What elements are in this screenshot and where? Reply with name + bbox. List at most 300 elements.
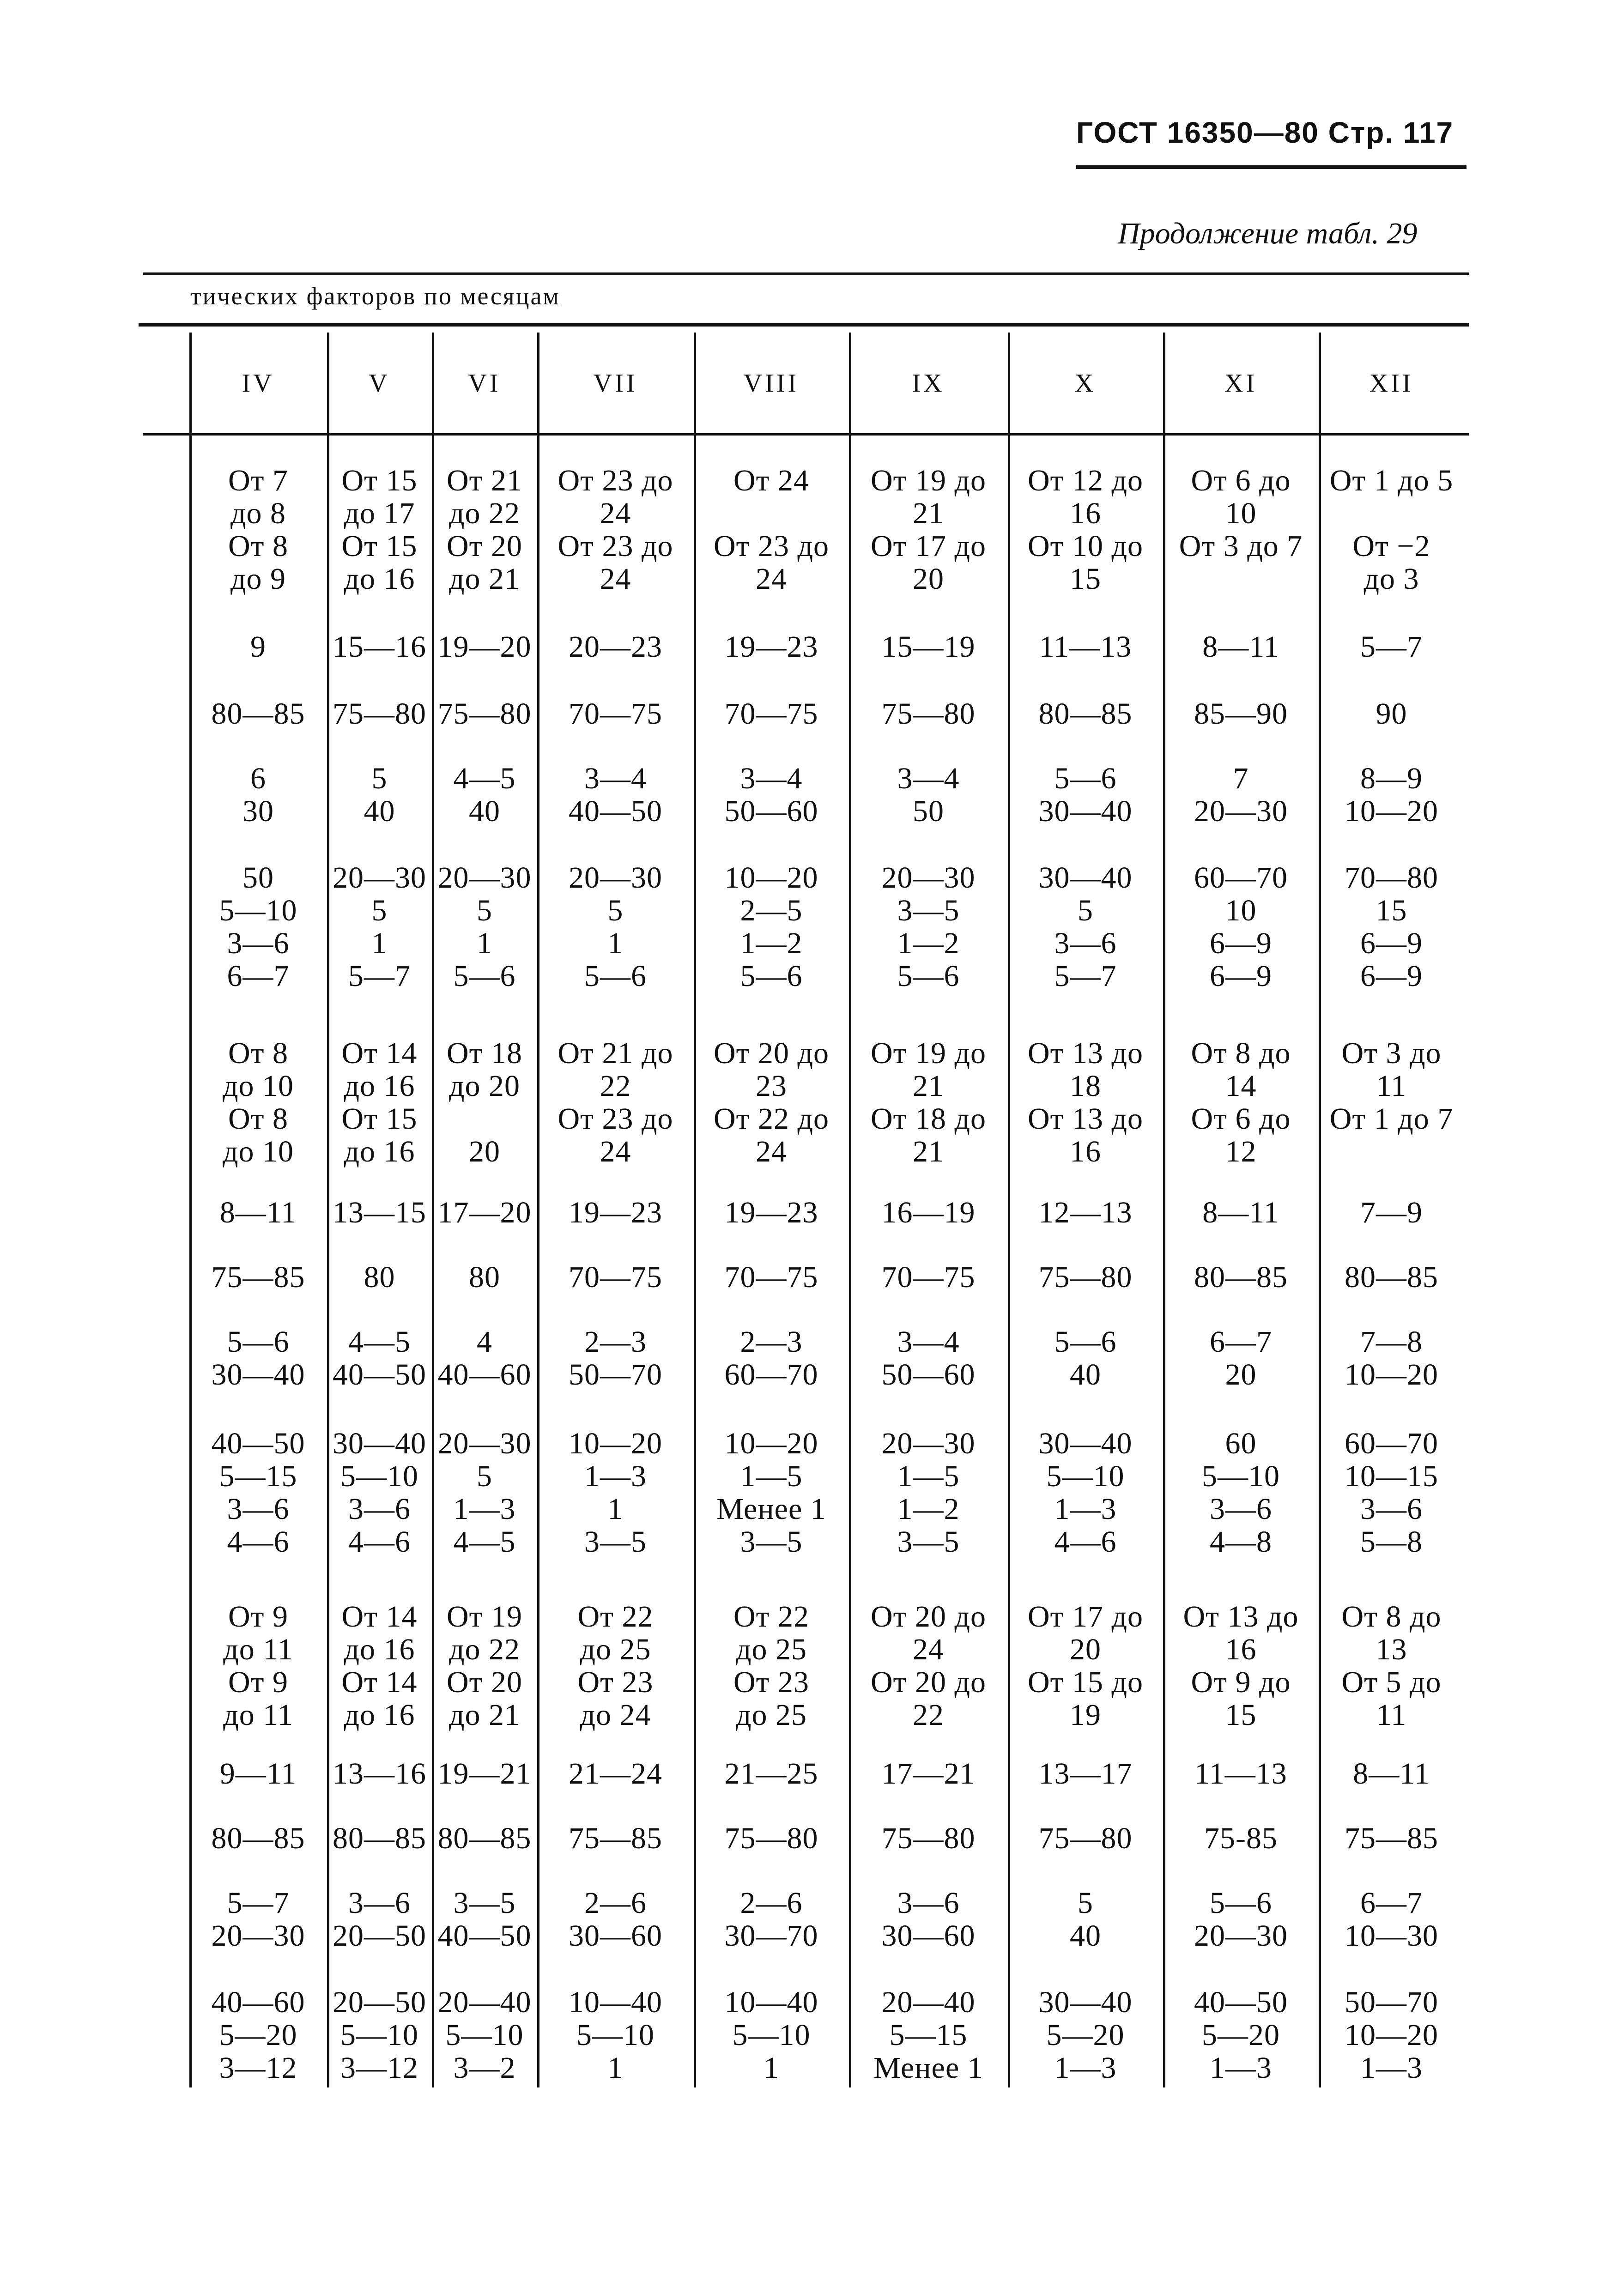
cell-line: 24 <box>913 1633 944 1666</box>
cell-line: От 9 <box>228 1665 288 1699</box>
cell-line: 6—7 <box>227 959 290 993</box>
cell-line: От 22 до <box>713 1102 830 1136</box>
table-cell <box>1319 1261 1464 1294</box>
cell-line: 17—20 <box>437 1196 532 1229</box>
cell-line: 10—20 <box>1345 1358 1438 1392</box>
table-cell <box>327 1757 432 1790</box>
cell-line <box>694 497 849 530</box>
table-cell <box>327 1037 432 1168</box>
cell-line: 23 <box>756 1069 787 1103</box>
cell-line: 20 <box>913 562 944 596</box>
cell-line: 40 <box>469 794 500 828</box>
cell-line: 6—9 <box>1210 959 1272 993</box>
cell-line: 5 <box>477 894 492 927</box>
cell-line: От 12 до <box>1027 464 1144 497</box>
table-cell <box>189 861 327 992</box>
cell-line: 16 <box>1070 1135 1101 1168</box>
cell-line: 4—6 <box>1054 1525 1117 1559</box>
cell-line: 75-85 <box>1204 1821 1278 1855</box>
table-cell <box>189 762 327 828</box>
table-cell <box>1008 697 1163 730</box>
cell-line: 30—40 <box>211 1358 305 1392</box>
cell-line: 1 <box>607 1492 624 1526</box>
cell-line: 13—16 <box>333 1757 426 1791</box>
cell-line: 6—7 <box>1210 1325 1272 1359</box>
cell-line: 40—50 <box>437 1919 532 1953</box>
cell-line: 13 <box>1376 1633 1407 1666</box>
cell-line: 50 <box>913 794 944 828</box>
cell-line: 30—40 <box>1038 1427 1133 1460</box>
table-cell <box>537 697 694 730</box>
table-cell <box>849 1427 1008 1558</box>
cell-line: 5—6 <box>1210 1886 1272 1920</box>
cell-line: 6—9 <box>1360 926 1423 960</box>
table-cell <box>432 861 537 992</box>
cell-line: 10—20 <box>1345 2018 1438 2052</box>
cell-line: 5—15 <box>219 1459 297 1493</box>
cell-line: От 23 <box>577 1665 654 1699</box>
cell-line: От 21 до <box>557 1036 673 1070</box>
cell-line: 30—70 <box>724 1919 818 1953</box>
cell-line: до 16 <box>344 1633 415 1666</box>
cell-line: 11 <box>1376 1069 1407 1103</box>
table-cell <box>1319 464 1464 595</box>
cell-line: до 11 <box>223 1633 293 1666</box>
cell-line: 8—11 <box>1202 630 1279 664</box>
table-cell <box>1163 1037 1319 1168</box>
cell-line: 70—75 <box>881 1260 976 1294</box>
table-cell <box>537 1261 694 1294</box>
cell-line: 16 <box>1225 1633 1257 1666</box>
column-header: VI <box>468 369 501 398</box>
table-cell <box>1319 1600 1464 1731</box>
cell-line: 5—10 <box>340 2018 418 2052</box>
column-header: VIII <box>743 369 800 398</box>
cell-line: 1—2 <box>897 926 960 960</box>
table-cell <box>694 1427 849 1558</box>
table-cell <box>1163 1196 1319 1229</box>
cell-line: до 25 <box>735 1698 807 1732</box>
table-cell <box>1008 1037 1163 1168</box>
table-cell <box>432 1986 537 2084</box>
cell-line: 13—17 <box>1038 1757 1133 1791</box>
cell-line: 1—5 <box>740 1459 803 1493</box>
cell-line: 8—11 <box>1202 1196 1279 1229</box>
table-cell <box>694 1196 849 1229</box>
cell-line: 5 <box>1078 894 1093 927</box>
cell-line: 5—6 <box>740 959 803 993</box>
table-cell <box>694 697 849 730</box>
cell-line: 80—85 <box>1194 1260 1288 1294</box>
cell-line: 20 <box>1225 1358 1257 1392</box>
cell-line: 3—6 <box>1360 1492 1423 1526</box>
cell-line: до 16 <box>344 1069 415 1103</box>
table-cell <box>189 1986 327 2084</box>
table-cell <box>327 697 432 730</box>
cell-line: 3—6 <box>897 1886 960 1920</box>
cell-line: От 23 <box>733 1665 809 1699</box>
cell-line: 5—6 <box>227 1325 290 1359</box>
table-cell <box>849 1986 1008 2084</box>
cell-line: От 3 до <box>1341 1036 1442 1070</box>
cell-line: 9—11 <box>219 1757 297 1791</box>
cell-line: От 15 <box>341 529 418 563</box>
cell-line: до 20 <box>448 1069 521 1103</box>
cell-line: От 7 <box>228 464 288 497</box>
cell-line: 1 <box>371 926 388 960</box>
cell-line: 10—20 <box>569 1427 662 1460</box>
table-cell <box>849 1887 1008 1952</box>
cell-line: 1 <box>764 2051 779 2085</box>
cell-line: 20 <box>1070 1633 1101 1666</box>
table-cell <box>327 1427 432 1558</box>
cell-line: 80—85 <box>211 697 305 731</box>
table-cell <box>189 697 327 730</box>
cell-line: От 23 до <box>557 1102 673 1136</box>
cell-line: 80—85 <box>211 1821 305 1855</box>
cell-line: От 20 <box>446 1665 522 1699</box>
table-cell <box>694 1037 849 1168</box>
cell-line: 80—85 <box>1345 1260 1438 1294</box>
cell-line: 11—13 <box>1039 630 1132 664</box>
cell-line: 85—90 <box>1194 697 1288 731</box>
cell-line: 1 <box>607 926 624 960</box>
table-cell <box>432 630 537 663</box>
table-cell <box>537 1325 694 1391</box>
cell-line: От 24 <box>733 464 809 497</box>
table-cell <box>327 1600 432 1731</box>
table-cell <box>432 464 537 595</box>
column-header: VII <box>593 369 638 398</box>
cell-line: 11 <box>1376 1698 1407 1732</box>
cell-line: 3—4 <box>740 762 803 795</box>
cell-line: 40—50 <box>1194 1985 1288 2019</box>
cell-line: 5—7 <box>1054 959 1117 993</box>
cell-line: 16—19 <box>881 1196 976 1229</box>
table-cell <box>694 464 849 595</box>
table-cell <box>1319 1986 1464 2084</box>
table-cell <box>189 1822 327 1855</box>
cell-line: 75—80 <box>437 697 532 731</box>
cell-line: 9 <box>250 630 266 664</box>
table-cell <box>537 1822 694 1855</box>
cell-line: 21 <box>913 496 944 530</box>
cell-line: 75—85 <box>211 1260 305 1294</box>
cell-line: до 9 <box>230 562 286 596</box>
cell-line: От 6 до <box>1191 464 1291 497</box>
cell-line: От 19 до <box>870 464 987 497</box>
cell-line: От −2 <box>1352 529 1430 563</box>
cell-line: 4—6 <box>348 1525 411 1559</box>
table-cell <box>189 1261 327 1294</box>
table-cell <box>849 1600 1008 1731</box>
cell-line: От 8 до <box>1341 1600 1442 1634</box>
table-cell <box>849 1037 1008 1168</box>
cell-line: 3—6 <box>348 1886 411 1920</box>
cell-line: От 22 <box>577 1600 654 1634</box>
table-cell <box>694 630 849 663</box>
cell-line: 30—40 <box>1038 861 1133 895</box>
cell-line: 30—60 <box>881 1919 976 1953</box>
table-cell <box>189 1325 327 1391</box>
cell-line: От 19 до <box>870 1036 987 1070</box>
table-cell <box>694 1600 849 1731</box>
table-cell <box>1008 762 1163 828</box>
cell-line: От 17 до <box>870 529 987 563</box>
cell-line: 3—5 <box>453 1886 516 1920</box>
cell-line: 5 <box>607 894 624 927</box>
table-cell <box>1319 861 1464 992</box>
table-cell <box>432 1757 537 1790</box>
cell-line: 3—5 <box>897 1525 960 1559</box>
cell-line: 5—6 <box>453 959 516 993</box>
table-cell <box>1163 1261 1319 1294</box>
cell-line: 3—6 <box>1054 926 1117 960</box>
cell-line: 90 <box>1376 697 1407 731</box>
cell-line: 10—15 <box>1345 1459 1438 1493</box>
cell-line: 20—30 <box>881 1427 976 1460</box>
cell-line: 2—3 <box>740 1325 803 1359</box>
cell-line: 50—60 <box>881 1358 976 1392</box>
cell-line: 50 <box>242 861 274 895</box>
cell-line: От 14 <box>341 1665 418 1699</box>
table-cell <box>1008 1822 1163 1855</box>
table-cell <box>327 1986 432 2084</box>
cell-line: 20—50 <box>333 1919 426 1953</box>
cell-line: 19—21 <box>437 1757 532 1791</box>
cell-line: 20—30 <box>437 1427 532 1460</box>
cell-line: 17—21 <box>881 1757 976 1791</box>
cell-line: 3—12 <box>340 2051 418 2085</box>
cell-line: 6 <box>250 762 266 795</box>
cell-line: 30—40 <box>333 1427 426 1460</box>
column-header: XII <box>1369 369 1414 398</box>
column-header: V <box>369 369 390 398</box>
cell-line: 4—8 <box>1210 1525 1272 1559</box>
cell-line: 16 <box>1070 496 1101 530</box>
cell-line: 20—30 <box>569 861 662 895</box>
cell-line: 15 <box>1376 894 1407 927</box>
table-cell <box>1163 1822 1319 1855</box>
cell-line: 3—4 <box>897 1325 960 1359</box>
cell-line: 7—9 <box>1360 1196 1423 1229</box>
cell-line: до 3 <box>1363 562 1419 596</box>
table-cell <box>1163 1427 1319 1558</box>
table-cell <box>432 1427 537 1558</box>
column-header: X <box>1074 369 1097 398</box>
cell-line: 19—23 <box>724 1196 818 1229</box>
table-cell <box>189 1196 327 1229</box>
cell-line: 40—50 <box>211 1427 305 1460</box>
cell-line: 10—20 <box>724 861 818 895</box>
cell-line: 14 <box>1225 1069 1257 1103</box>
table-cell <box>537 1600 694 1731</box>
cell-line: 5—10 <box>576 2018 654 2052</box>
cell-line: 70—80 <box>1345 861 1438 895</box>
table-cell <box>1319 1037 1464 1135</box>
cell-line: 3—4 <box>897 762 960 795</box>
cell-line: 24 <box>756 562 787 596</box>
cell-line: до 24 <box>580 1698 651 1732</box>
cell-line: 75—80 <box>881 697 976 731</box>
cell-line: Менее 1 <box>716 1492 826 1526</box>
table-cell <box>327 1261 432 1294</box>
cell-line: 20—23 <box>569 630 662 664</box>
cell-line: От 20 <box>446 529 522 563</box>
cell-line: От 18 до <box>870 1102 987 1136</box>
table-cell <box>1008 1325 1163 1391</box>
cell-line: до 8 <box>230 496 286 530</box>
cell-line: От 8 до <box>1191 1036 1291 1070</box>
cell-line: 40 <box>1070 1919 1101 1953</box>
cell-line: 10—30 <box>1345 1919 1438 1953</box>
cell-line: 20—30 <box>1194 794 1288 828</box>
cell-line: 60—70 <box>724 1358 818 1392</box>
table-cell <box>189 1427 327 1558</box>
cell-line: 4—5 <box>453 762 516 795</box>
cell-line: 24 <box>600 1135 631 1168</box>
table-cell <box>1319 1196 1464 1229</box>
cell-line: 7—8 <box>1360 1325 1423 1359</box>
cell-line: 1—2 <box>740 926 803 960</box>
cell-line: 5 <box>371 894 388 927</box>
table-cell <box>849 762 1008 828</box>
table-cell <box>327 762 432 828</box>
table-cell <box>432 1822 537 1855</box>
cell-line: 60—70 <box>1194 861 1288 895</box>
table-cell <box>1163 1887 1319 1952</box>
cell-line: 10—20 <box>724 1427 818 1460</box>
cell-line: 3—12 <box>219 2051 297 2085</box>
cell-line: 5—6 <box>897 959 960 993</box>
cell-line: 5—10 <box>1202 1459 1280 1493</box>
cell-line: 20—40 <box>881 1985 976 2019</box>
table-cell <box>1163 1600 1319 1731</box>
table-cell <box>849 630 1008 663</box>
cell-line: От 13 до <box>1027 1036 1144 1070</box>
table-cell <box>327 464 432 595</box>
cell-line: 5—20 <box>1202 2018 1280 2052</box>
cell-line: 5—7 <box>227 1886 290 1920</box>
cell-line: 1—3 <box>1210 2051 1272 2085</box>
cell-line: От 23 до <box>713 529 830 563</box>
cell-line: От 21 <box>446 464 522 497</box>
table-cell <box>327 861 432 992</box>
cell-line: до 16 <box>344 1135 415 1168</box>
column-header: XI <box>1224 369 1258 398</box>
cell-line: 10 <box>1225 894 1257 927</box>
cell-line: 8—11 <box>1353 1757 1430 1791</box>
table-cell <box>1319 1887 1464 1952</box>
cell-line <box>1319 497 1464 530</box>
table-cell <box>1163 630 1319 663</box>
cell-line: 15 <box>1070 562 1101 596</box>
cell-line: 19—23 <box>724 630 818 664</box>
cell-line: 10—40 <box>569 1985 662 2019</box>
cell-line: 1 <box>477 926 492 960</box>
table-cell <box>1163 861 1319 992</box>
cell-line: От 6 до <box>1191 1102 1291 1136</box>
cell-line: 50—70 <box>1345 1985 1438 2019</box>
cell-line: 1—3 <box>1360 2051 1423 2085</box>
table-cell <box>1163 762 1319 828</box>
cell-line: От 3 до 7 <box>1179 529 1303 563</box>
table-cell <box>1319 1757 1464 1790</box>
cell-line: 80—85 <box>1038 697 1133 731</box>
cell-line: 1—3 <box>1054 2051 1117 2085</box>
cell-line: 20—50 <box>333 1985 426 2019</box>
cell-line: 5—7 <box>348 959 411 993</box>
cell-line: 70—75 <box>724 1260 818 1294</box>
table-cell <box>1008 1427 1163 1558</box>
cell-line: 3—6 <box>348 1492 411 1526</box>
table-cell <box>1319 1427 1464 1558</box>
table-cell <box>432 697 537 730</box>
table-cell <box>1008 464 1163 595</box>
table-cell <box>694 1261 849 1294</box>
cell-line: 30—40 <box>1038 1985 1133 2019</box>
cell-line: 5—6 <box>584 959 647 993</box>
document-reference: ГОСТ 16350—80 Стр. 117 <box>1076 116 1454 149</box>
cell-line <box>432 1102 537 1135</box>
table-cell <box>1008 1261 1163 1294</box>
cell-line: 20—40 <box>437 1985 532 2019</box>
cell-line: 3—4 <box>584 762 647 795</box>
table-cell <box>849 1325 1008 1391</box>
cell-line: От 14 <box>341 1600 418 1634</box>
cell-line: 5—10 <box>340 1459 418 1493</box>
header-rule <box>1076 165 1466 169</box>
cell-line: до 25 <box>580 1633 651 1666</box>
table-cell <box>694 1757 849 1790</box>
cell-line: От 5 до <box>1341 1665 1442 1699</box>
cell-line: 1—3 <box>453 1492 516 1526</box>
cell-line: до 22 <box>448 1633 521 1666</box>
cell-line: От 20 до <box>713 1036 830 1070</box>
table-cell <box>1163 1325 1319 1391</box>
cell-line: 30—60 <box>569 1919 662 1953</box>
table-header-rule <box>143 433 1469 436</box>
cell-line: 3—5 <box>740 1525 803 1559</box>
table-cell <box>432 1887 537 1952</box>
table-cell <box>849 1196 1008 1229</box>
cell-line: 5—10 <box>219 894 297 927</box>
table-cell <box>1163 1986 1319 2084</box>
cell-line: 13—15 <box>333 1196 426 1229</box>
table-cell <box>694 1887 849 1952</box>
cell-line: 7 <box>1233 762 1249 795</box>
cell-line: От 22 <box>733 1600 809 1634</box>
cell-line: 8—11 <box>219 1196 297 1229</box>
cell-line: От 23 до <box>557 464 673 497</box>
table-cell <box>189 1600 327 1731</box>
cell-line: 8—9 <box>1360 762 1423 795</box>
cell-line: до 16 <box>344 562 415 596</box>
table-cell <box>694 1325 849 1391</box>
cell-line: 70—75 <box>569 1260 662 1294</box>
cell-line: От 23 до <box>557 529 673 563</box>
cell-line: до 22 <box>448 496 521 530</box>
cell-line: 70—75 <box>724 697 818 731</box>
table-cell <box>189 464 327 595</box>
cell-line: 3—2 <box>453 2051 516 2085</box>
cell-line: 20—30 <box>1194 1919 1288 1953</box>
cell-line: 24 <box>600 496 631 530</box>
cell-line: От 13 до <box>1027 1102 1144 1136</box>
cell-line: 80—85 <box>333 1821 426 1855</box>
table-cell <box>537 464 694 595</box>
table-top-rule <box>143 272 1469 275</box>
